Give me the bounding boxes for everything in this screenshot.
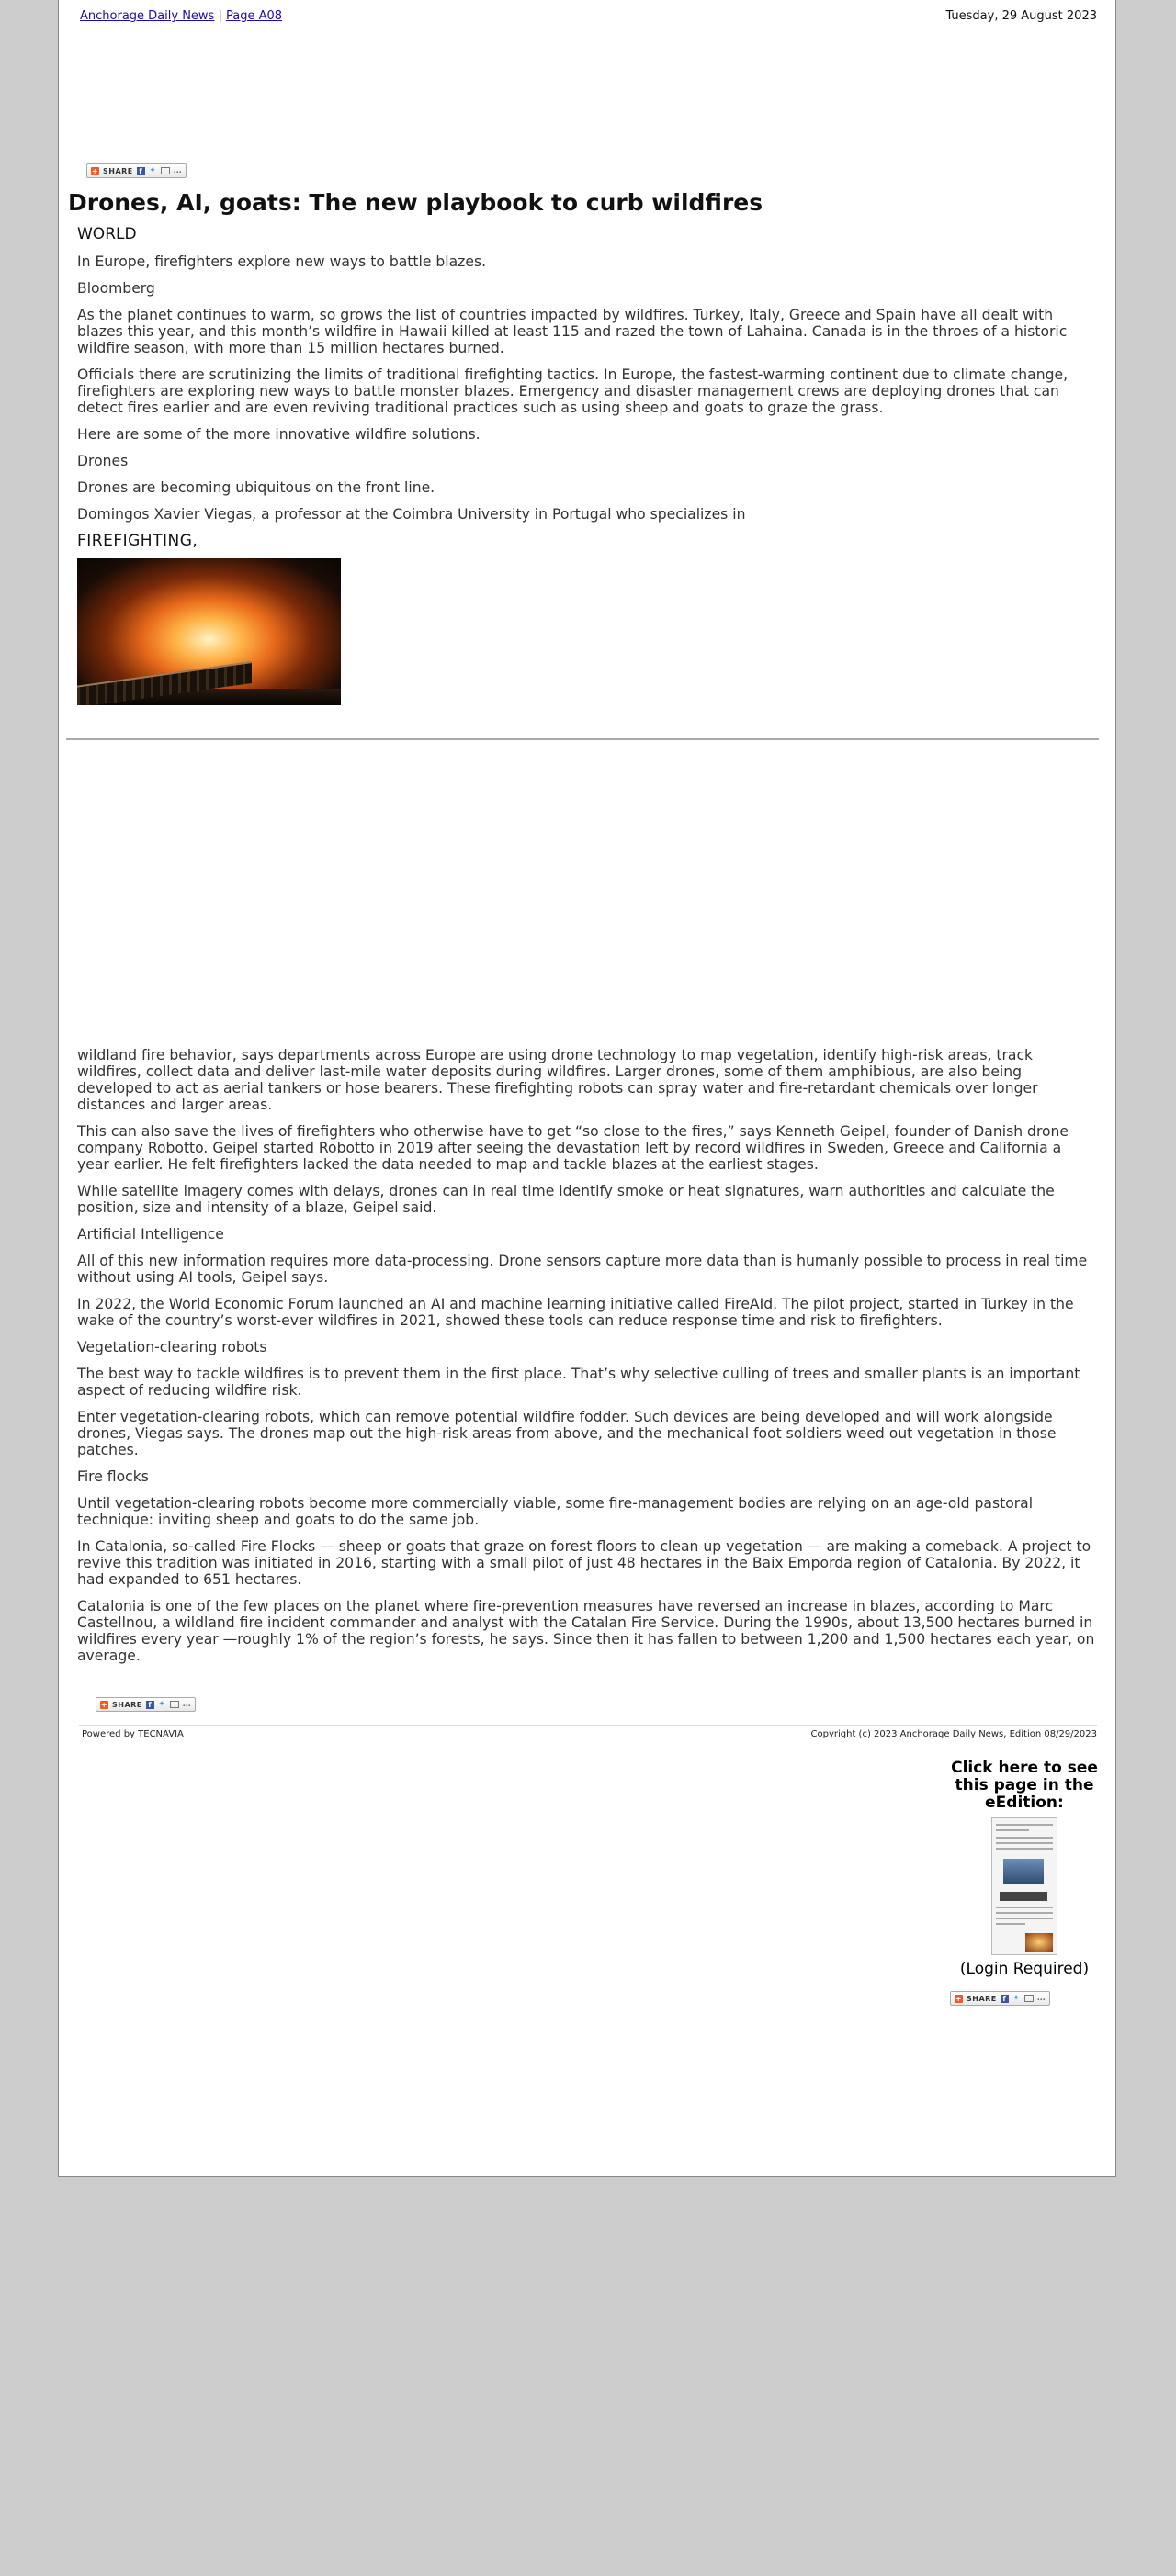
thumb-fire-photo bbox=[1025, 1933, 1053, 1952]
powered-by: Powered by TECNAVIA bbox=[82, 1729, 184, 1739]
paragraph: Here are some of the more innovative wildfire solutions. bbox=[77, 426, 481, 443]
plus-icon: + bbox=[91, 166, 99, 175]
paragraph: All of this new information requires more data-processing. Drone sensors capture more data than is humanly possible to process in real time without using AI tools, Geipel says. bbox=[77, 1253, 1088, 1286]
share-button-bottom[interactable] bbox=[96, 1697, 196, 1712]
page-header bbox=[79, 7, 1097, 28]
edition-date: Tuesday, 29 August 2023 bbox=[945, 9, 1097, 23]
subsection-heading: Artificial Intelligence bbox=[77, 1226, 224, 1243]
twitter-icon: ✦ bbox=[149, 165, 157, 175]
login-required: (Login Required) bbox=[959, 1960, 1090, 1978]
paragraph: In 2022, the World Economic Forum launched an AI and machine learning initiative called FireAId. The pilot project, started in Turkey in the wake of the country’s worst-ever wildfires in 2021, showed these tools can reduce response time and risk to firefighters. bbox=[77, 1296, 1074, 1329]
paragraph: Catalonia is one of the few places on the planet where fire-prevention measures have reversed an increase in blazes, according to Marc Castellnou, a wildland fire incident commander and analyst with the Catalan Fire Service. During the 1990s, about 13,500 hectares burned in wildfires every year —roughly 1% of the region’s forests, he says. Since then it has fallen to between 1,200 and 1,500 hectares each year, on average. bbox=[77, 1598, 1095, 1664]
article-body-part1 bbox=[77, 226, 1097, 705]
wildfire-photo[interactable] bbox=[77, 558, 341, 705]
share-button-eedition[interactable] bbox=[950, 1991, 1050, 2006]
breadcrumb-separator: | bbox=[218, 9, 222, 23]
share-label: SHARE bbox=[112, 1700, 142, 1709]
publication-link[interactable]: Anchorage Daily News bbox=[80, 9, 215, 23]
paragraph: Domingos Xavier Viegas, a professor at the Coimbra University in Portugal who specializes in bbox=[77, 506, 746, 523]
thumb-line bbox=[996, 1923, 1025, 1925]
plus-icon: + bbox=[955, 1994, 963, 2003]
paragraph: Until vegetation-clearing robots become more commercially viable, some fire-management bodies are relying on an age-old pastoral technique: inviting sheep and goats to do the same job. bbox=[77, 1495, 1034, 1528]
paragraph: Drones are becoming ubiquitous on the front line. bbox=[77, 479, 435, 496]
more-icon: … bbox=[182, 1700, 192, 1709]
share-label: SHARE bbox=[103, 166, 133, 175]
paragraph: The best way to tackle wildfires is to prevent them in the first place. That’s why selective culling of trees and smaller plants is an important aspect of reducing wildfire risk. bbox=[77, 1366, 1080, 1399]
paragraph: Enter vegetation-clearing robots, which can remove potential wildfire fodder. Such devices are being developed and will work alongside drones, Viegas says. The drones map out the high-risk areas from above, and the mechanical foot soldiers weed out vegetation in those patches. bbox=[77, 1409, 1057, 1458]
eedition-link[interactable]: Click here to see this page in the eEdition: bbox=[951, 1759, 1098, 1812]
thumb-line bbox=[996, 1912, 1053, 1914]
content-divider bbox=[66, 738, 1099, 740]
article-byline: Bloomberg bbox=[77, 280, 155, 297]
plus-icon: + bbox=[100, 1700, 108, 1709]
thumb-photo bbox=[1003, 1859, 1044, 1884]
thumb-line bbox=[996, 1907, 1053, 1908]
subsection-heading: Vegetation-clearing robots bbox=[77, 1339, 267, 1355]
twitter-icon: ✦ bbox=[158, 1699, 166, 1709]
copyright: Copyright (c) 2023 Anchorage Daily News, Edition 08/29/2023 bbox=[810, 1729, 1097, 1739]
email-icon bbox=[161, 167, 170, 174]
more-icon: … bbox=[173, 166, 183, 175]
article-subhead: In Europe, firefighters explore new ways to battle blazes. bbox=[77, 253, 487, 270]
paragraph: In Catalonia, so-called Fire Flocks — sheep or goats that graze on forest floors to clean up vegetation — are making a comeback. A project to revive this tradition was initiated in 2016, starting with a small pilot of just 48 hectares in the Baix Emporda region of Catalonia. By 2022, it had expanded to 651 hectares. bbox=[77, 1538, 1091, 1588]
thumb-line bbox=[996, 1842, 1053, 1844]
share-button[interactable] bbox=[86, 163, 187, 178]
article-headline: Drones, AI, goats: The new playbook to curb wildfires bbox=[68, 189, 763, 216]
paragraph: While satellite imagery comes with delays, drones can in real time identify smoke or heat signatures, warn authorities and calculate the position, size and intensity of a blaze, Geipel said. bbox=[77, 1183, 1055, 1216]
page-container bbox=[58, 0, 1116, 2177]
paragraph: wildland fire behavior, says departments across Europe are using drone technology to map vegetation, identify high-risk areas, track wildfires, collect data and deliver last-mile water deposits during wildfires. Larger drones, some of them amphibious, are also being developed to act as aerial tankers or hose bearers. These firefighting robots can spray water and fire-retardant chemicals over longer distances and larger areas. bbox=[77, 1047, 1038, 1113]
twitter-icon: ✦ bbox=[1012, 1993, 1021, 2003]
subsection-heading: Drones bbox=[77, 453, 129, 469]
thumb-line bbox=[996, 1837, 1053, 1839]
thumb-headline bbox=[1000, 1892, 1047, 1901]
eedition-promo[interactable] bbox=[948, 1759, 1101, 2003]
email-icon bbox=[1024, 1995, 1034, 2002]
thumb-line bbox=[996, 1824, 1053, 1826]
more-icon: … bbox=[1036, 1993, 1046, 2003]
email-icon bbox=[170, 1701, 179, 1708]
share-label: SHARE bbox=[967, 1994, 997, 2003]
thumb-line bbox=[996, 1829, 1029, 1831]
breadcrumb bbox=[80, 9, 282, 23]
subsection-heading: Fire flocks bbox=[77, 1468, 149, 1485]
facebook-icon: f bbox=[137, 167, 145, 175]
page-footer bbox=[79, 1725, 1097, 1744]
page-link[interactable]: Page A08 bbox=[226, 9, 283, 23]
paragraph: Officials there are scrutinizing the limits of traditional firefighting tactics. In Europe, the fastest-warming continent due to climate change, firefighters are exploring new ways to battle monster blazes. Emergency and disaster management crews are deploying drones that can detect fires earlier and are even reviving traditional practices such as using sheep and goats to graze the grass. bbox=[77, 366, 1069, 416]
paragraph: As the planet continues to warm, so grows the list of countries impacted by wildfires. Turkey, Italy, Greece and Spain have all dealt with blazes this year, and this month’s wildfire in Hawaii killed at least 115 and razed the town of Lahaina. Canada is in the throes of a historic wildfire season, with more than 15 million hectares burned. bbox=[77, 307, 1068, 356]
thumb-line bbox=[996, 1918, 1053, 1919]
facebook-icon: f bbox=[1001, 1995, 1009, 2003]
section-label: WORLD bbox=[77, 225, 137, 243]
eedition-thumbnail[interactable] bbox=[991, 1817, 1057, 1955]
facebook-icon: f bbox=[146, 1701, 154, 1709]
thumb-line bbox=[996, 1848, 1053, 1850]
photo-kicker: FIREFIGHTING, bbox=[77, 532, 198, 550]
paragraph: This can also save the lives of firefighters who otherwise have to get “so close to the fires,” says Kenneth Geipel, founder of Danish drone company Robotto. Geipel started Robotto in 2019 after seeing the devastation left by record wildfires in Sweden, Greece and California a year earlier. He felt firefighters lacked the data needed to map and tackle blazes at the earliest stages. bbox=[77, 1123, 1069, 1173]
article-body-part2 bbox=[77, 1047, 1097, 1674]
